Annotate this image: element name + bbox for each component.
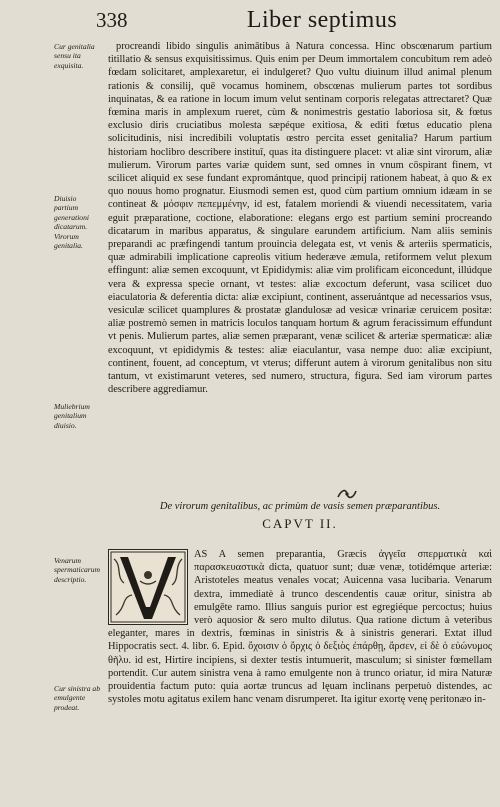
- margin-note: Cur sinistra ab emulgente prodeat.: [54, 684, 100, 712]
- margin-note: Diuisio partium generationi dicatarum. Virorum genitalia.: [54, 194, 90, 251]
- margin-note: Venarum spermaticarum descriptio.: [54, 556, 100, 584]
- margin-note: Cur genitalia sensu ita exquisita.: [54, 42, 95, 70]
- page-number: 338: [96, 8, 128, 32]
- main-text: [108, 40, 492, 488]
- fleuron-ornament-icon: [336, 487, 358, 501]
- decorated-initial-v-icon: [108, 549, 188, 625]
- running-title: Liber septimus: [246, 7, 398, 33]
- page-header: [96, 8, 488, 34]
- paragraph: AS A semen preparantia, Græcis ἀγγεῖα σπερματικὰ καὶ παρασκευαστικὰ dicta, quatuor sunt; duæ venæ, totidémque arteriæ: Aristoteles meatus venales vocat; Auicenna vasa lucibaria. Venarum dextra, immediatè à trunco descendentis cauæ oritur, sinistra ab emulgēte ramo. Illius sanguis purior est egregiéque percoctus; huius verò aquosior & sero multo dilutus. Qua ratione dictum à veteribus eleganter, mares in dextris, fœminas in sinistris & à sinistris generari. Extat illud Hippocratis sect. 4. libr. 6. Epid. ὄχοισιν ὁ ὄρχις ὁ δεξιὸς ἐπάρθῃ, ἄρσεν, εἰ δὲ ὁ εὐώνυμος θῆλυ. id est, Hirtire incipiens, si dexter testis intumuerit, masculum; si sinister fœmellam portendit. Cur autem sinistra vena à ramo emulgente non à trunco oriatur, id mira Naturæ prouidentia factum puto: quia aortæ truncus ad lęuam inclinans perpetuò distendes, ac systoles motu agitatus exilem hanc venam disrumperet. Ita igitur exortę venę peritonæo in-: [108, 549, 492, 706]
- paragraph: procreandi libido singulis animātibus à Natura concessa. Hinc obscœnarum partium titillatio & sensus exquisitissimus. Quis enim per Deum immortalem concubitum rem adeò fœdam solicitaret, amplexaretur, ei indulgeret? Quo vultu diuinum illud animal plenum rationis & consilij, quē vocamus hominem, obscœnas mulierum partes tot sordibus inquinatas, & ea ratione in locum imum velut sentinam corporis relegatas attrectaret? Quæ fœmina maris in amplexum rueret, cùm & nonimestris gestatio laboriosa sit, & fœtus exclusio diris cruciatibus molesta sæpéque exitiosa, & editi fœtus educatio plena solicitudinis, nisi incredibili voluptatis œstro percita esset genitalia? Harum partium historiam hoclibro describere instituī, quas ita distinguere placet: vt aliæ sint virorum, aliæ mulierum. Virorum partes variæ quidem sunt, sed omnes in vnum cōspirant finem, vt scilicet aliquid ex sese fundant expromántque, quod principij rationem habeat, à quo & ex quo nouus homo prognatur. Eiusmodi semen est, quod cùm partium omnium idæam in se contineat & μόσφιν πεπεμμένην, id est, fatalem moriendi & viuendi necessitatem, varia eguit præparatione, coctione, elaboratione: elegans ergo est partium semini procreando dicatarum in maribus apparatus, & singulare earundem artificium. Nam aliis seminis preparandi ac præfingendi tantum prouincia delegata est, vt venis & arteriis spermaticis, quæ admirabili implicatione capreolis vitium hederæve æmula, retiformem velut plexum effingunt: aliæ semen excoquunt, vt Epididymis: aliæ vim prolificam eiconcedunt, illúdque vera & expressa specie ornant, vt testes: aliæ excoctum deferunt, vasa scilicet duo eiaculatoria & deferentia dicta: aliæ excipiunt, continent, asseruántque ad necessarios vsus, vesiculæ scilicet quamplures & prostatæ glandulosæ ad vesicæ vrinariæ ceruicem positæ: aliæ postremò semen in matricis loculos tanquam hortum & agrum feracissimum effundunt vt penis. Mulierum partes, aliæ semen præparant, venæ scilicet & arteriæ spermaticæ: aliæ excoquunt, vt epididymis & testes: aliæ eiaculantur, vasa nempe duo: aliæ excipiunt, continent, fouent, ad conceptum, vt vterus; differunt autem à virorum genitalibus non situ tantum, vt existimarunt veteres, sed numero, structura, figura. Sed iam virorum partes describere aggrediamur.: [108, 41, 492, 396]
- chapter-subtitle: De virorum genitalibus, ac primùm de vasis semen præparantibus.: [159, 501, 441, 512]
- chapter-title: CAPVT II.: [262, 516, 338, 531]
- chapter-text: [108, 548, 492, 800]
- margin-note: Muliebrium genitalium diuisio.: [54, 402, 90, 430]
